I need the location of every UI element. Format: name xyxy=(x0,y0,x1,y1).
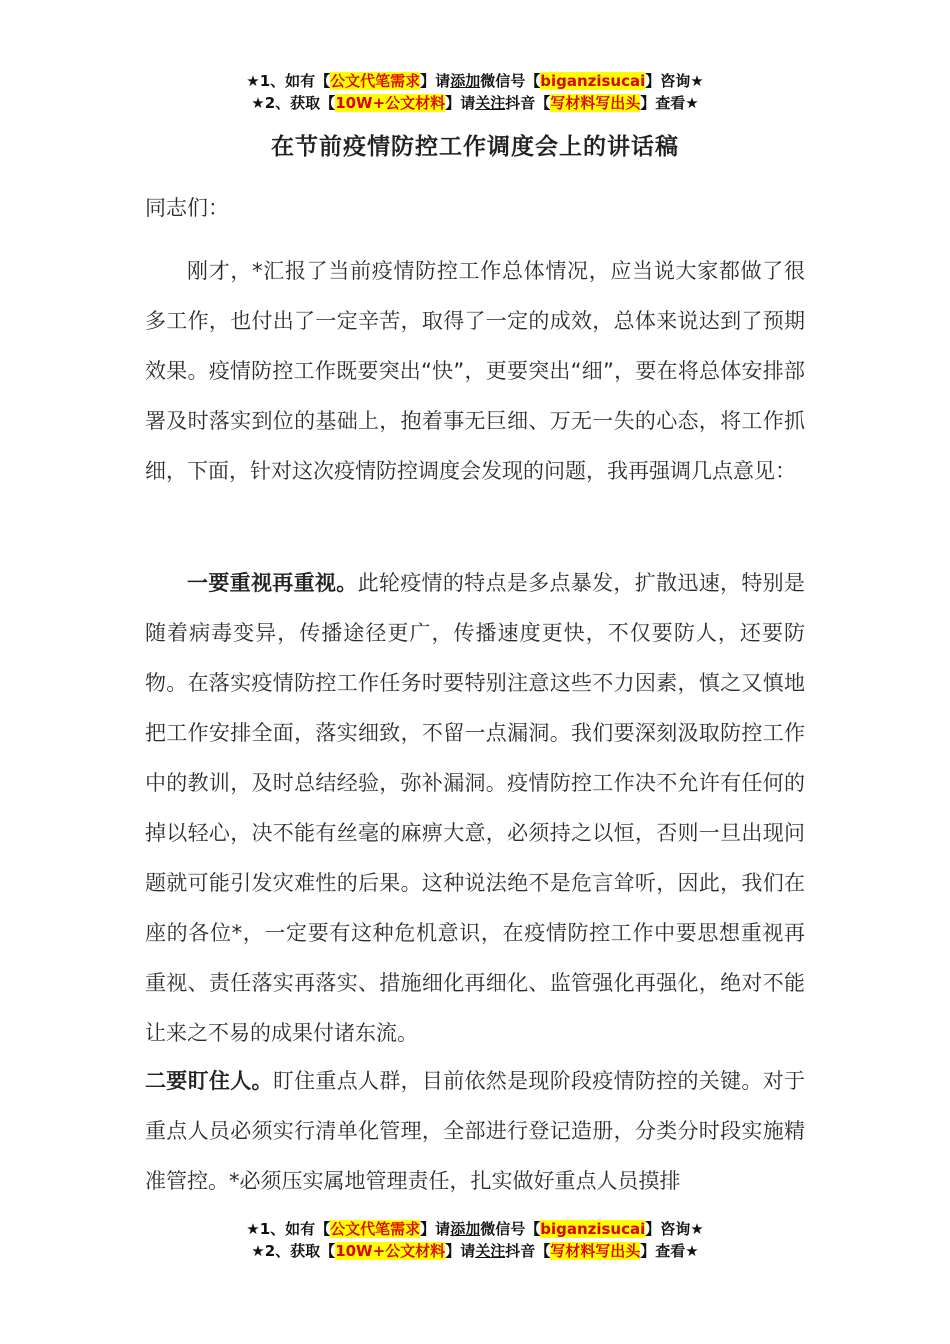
banner-text: 】查看★ xyxy=(640,94,699,112)
banner-text: 微信号【 xyxy=(480,72,541,90)
banner-text: 】咨询★ xyxy=(645,1220,704,1238)
banner-text: 】请 xyxy=(445,94,476,112)
banner-text: 】查看★ xyxy=(640,1242,699,1260)
highlight-materials: 10W+公文材料 xyxy=(335,94,446,112)
highlight-wechat-id: biganzisucai xyxy=(540,72,646,90)
paragraph-point-2 xyxy=(145,1056,805,1206)
highlight-douyin-account: 写材料写出头 xyxy=(550,1242,641,1260)
paragraph-point-1 xyxy=(145,558,805,1058)
underlined-follow: 关注 xyxy=(475,94,506,112)
highlight-materials: 10W+公文材料 xyxy=(335,1242,446,1260)
banner-text: 】请 xyxy=(420,1220,451,1238)
header-banner xyxy=(0,70,950,114)
point-2-body: 盯住重点人群，目前依然是现阶段疫情防控的关键。对于重点人员必须实行清单化管理，全部进行登记造册，分类分时段实施精准管控。*必须压实属地管理责任，扎实做好重点人员摸排 xyxy=(145,1069,806,1193)
banner-text: ★1、如有【 xyxy=(246,72,331,90)
paragraph-intro: 刚才，*汇报了当前疫情防控工作总体情况，应当说大家都做了很多工作，也付出了一定辛苦，取得了一定的成效，总体来说达到了预期效果。疫情防控工作既要突出“快”，更要突出“细”，要在将总体安排部署及时落实到位的基础上，抱着事无巨细、万无一失的心态，将工作抓细，下面，针对这次疫情防控调度会发现的问题，我再强调几点意见： xyxy=(145,259,805,483)
salutation: 同志们： xyxy=(145,196,229,220)
point-1-body: 此轮疫情的特点是多点暴发，扩散迅速，特别是随着病毒变异，传播途径更广，传播速度更快，不仅要防人，还要防物。在落实疫情防控工作任务时要特别注意这些不力因素，慎之又慎地把工作安排全面，落实细致，不留一点漏洞。我们要深刻汲取防控工作中的教训，及时总结经验，弥补漏洞。疫情防控工作决不允许有任何的掉以轻心，决不能有丝毫的麻痹大意，必须持之以恒，否则一旦出现问题就可能引发灾难性的后果。这种说法绝不是危言耸听，因此，我们在座的各位*，一定要有这种危机意识，在疫情防控工作中要思想重视再重视、责任落实再落实、措施细化再细化、监管强化再强化，绝对不能让来之不易的成果付诸东流。 xyxy=(145,571,806,1045)
banner-text: 】请 xyxy=(445,1242,476,1260)
banner-text: ★2、获取【 xyxy=(251,94,336,112)
banner-line-2 xyxy=(0,92,950,114)
banner-line-1 xyxy=(0,70,950,92)
highlight-service: 公文代笔需求 xyxy=(330,72,421,90)
banner-text: ★2、获取【 xyxy=(251,1242,336,1260)
banner-text: 】请 xyxy=(420,72,451,90)
highlight-service: 公文代笔需求 xyxy=(330,1220,421,1238)
highlight-wechat-id: biganzisucai xyxy=(540,1220,646,1238)
banner-text: 抖音【 xyxy=(505,94,551,112)
highlight-douyin-account: 写材料写出头 xyxy=(550,94,641,112)
banner-text: ★1、如有【 xyxy=(246,1220,331,1238)
banner-text: 微信号【 xyxy=(480,1220,541,1238)
underlined-follow: 关注 xyxy=(475,1242,506,1260)
point-2-heading: 二要盯住人。 xyxy=(145,1069,273,1093)
banner-text: 抖音【 xyxy=(505,1242,551,1260)
point-1-heading: 一要重视再重视。 xyxy=(187,571,358,595)
underlined-add: 添加 xyxy=(450,72,481,90)
underlined-add: 添加 xyxy=(450,1220,481,1238)
banner-text: 】咨询★ xyxy=(645,72,704,90)
banner-line-1 xyxy=(0,1218,950,1240)
banner-line-2 xyxy=(0,1240,950,1262)
document-title: 在节前疫情防控工作调度会上的讲话稿 xyxy=(271,134,679,160)
footer-banner xyxy=(0,1218,950,1262)
